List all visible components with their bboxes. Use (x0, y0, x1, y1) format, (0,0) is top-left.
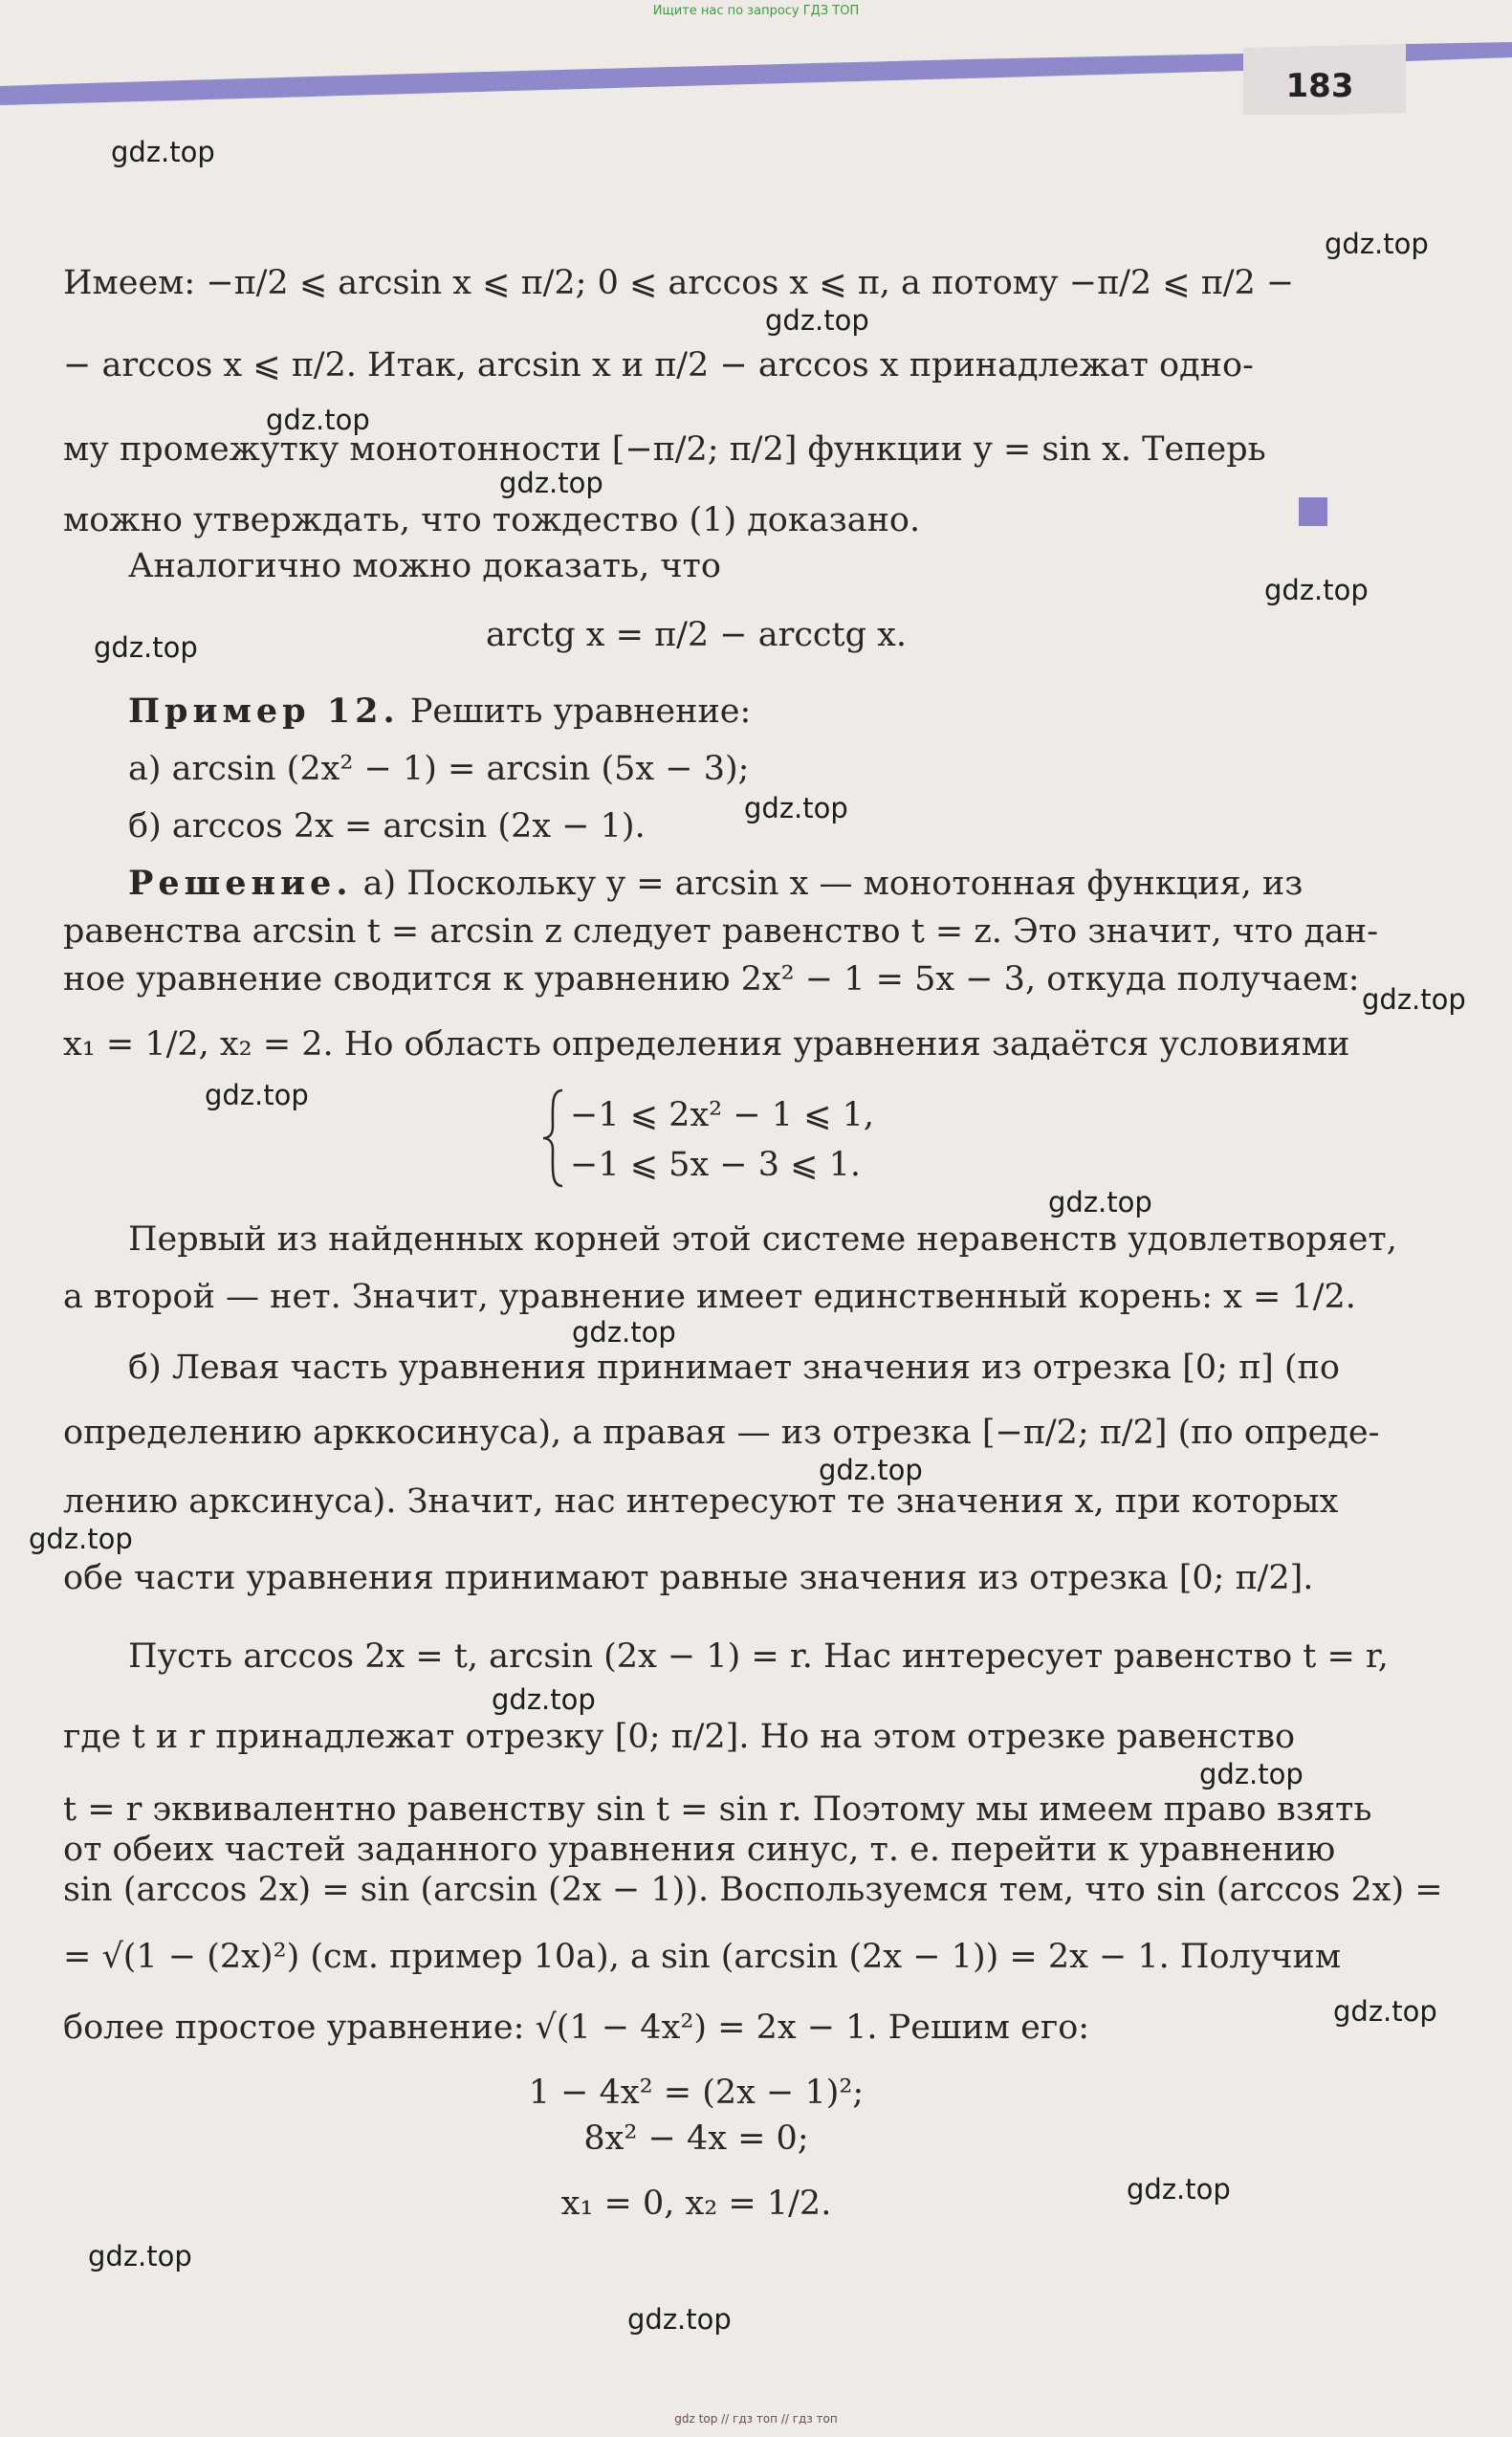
text-line-24: t = r эквивалентно равенству sin t = sin r. Поэтому мы имеем право взять (63, 1790, 1372, 1829)
watermark: gdz.top (499, 467, 603, 499)
solution-text: а) Поскольку y = arcsin x — монотонная функция, из (352, 865, 1304, 903)
solution-label: Решение. (128, 864, 353, 903)
solution-line-1 (128, 863, 1394, 905)
header-note: Ищите нас по запросу ГДЗ ТОП (652, 4, 860, 18)
example-task: Решить уравнение: (399, 692, 752, 731)
watermark: gdz.top (627, 2303, 732, 2336)
proof-end-square (1299, 497, 1327, 526)
watermark: gdz.top (1127, 2173, 1231, 2206)
text-line-12: ное уравнение сводится к уравнению 2x² − 1 = 5x − 3, откуда получаем: (63, 960, 1360, 999)
text-line-17: а второй — нет. Значит, уравнение имеет единственный корень: x = 1/2. (63, 1278, 1356, 1316)
watermark: gdz.top (88, 2240, 192, 2272)
text-line-5: Аналогично можно доказать, что (128, 547, 721, 585)
example-label: Пример 12. (128, 692, 400, 731)
watermark: gdz.top (1333, 1995, 1437, 2028)
task-a: а) arcsin (2x² − 1) = arcsin (5x − 3); (128, 750, 750, 788)
text-line-11: равенства arcsin t = arcsin z следует равенство t = z. Это значит, что дан- (63, 912, 1379, 951)
text-line-2: − arccos x ⩽ π/2. Итак, arcsin x и π/2 − arccos x принадлежат одно- (63, 346, 1254, 384)
text-line-20: лению арксинуса). Значит, нас интересуют те значения x, при которых (63, 1482, 1339, 1521)
watermark: gdz.top (744, 792, 848, 824)
text-line-4: можно утверждать, что тождество (1) доказано. (63, 501, 921, 539)
watermark: gdz.top (205, 1079, 309, 1111)
text-line-23: где t и r принадлежат отрезку [0; π/2]. Но на этом отрезке равенство (63, 1718, 1296, 1756)
equation-2: 8x² − 4x = 0; (583, 2119, 809, 2158)
text-line-16: Первый из найденных корней этой системе неравенств удовлетворяет, (128, 1220, 1397, 1259)
footer-note: gdz top // гдз топ // гдз топ (674, 2412, 838, 2426)
text-line-18: б) Левая часть уравнения принимает значения из отрезка [0; π] (по (128, 1349, 1340, 1387)
system-brace (541, 1088, 566, 1188)
watermark: gdz.top (1199, 1758, 1304, 1790)
equation-3: x₁ = 0, x₂ = 1/2. (560, 2185, 832, 2223)
watermark: gdz.top (1048, 1186, 1152, 1218)
text-line-1: Имеем: −π/2 ⩽ arcsin x ⩽ π/2; 0 ⩽ arccos x ⩽ π, а потому −π/2 ⩽ π/2 − (63, 264, 1295, 302)
text-line-26: sin (arccos 2x) = sin (arcsin (2x − 1)). Воспользуемся тем, что sin (arccos 2x) = (63, 1871, 1443, 1909)
watermark: gdz.top (266, 404, 370, 436)
equation-1: 1 − 4x² = (2x − 1)²; (528, 2074, 865, 2112)
watermark: gdz.top (492, 1683, 596, 1716)
watermark: gdz.top (1264, 574, 1369, 606)
text-line-13: x₁ = 1/2, x₂ = 2. Но область определения уравнения задаётся условиями (63, 1025, 1350, 1064)
task-b: б) arccos 2x = arcsin (2x − 1). (128, 807, 646, 845)
watermark: gdz.top (765, 304, 869, 337)
example-heading (128, 691, 1394, 733)
page-number: 183 (1285, 67, 1354, 105)
watermark: gdz.top (1325, 228, 1429, 260)
text-line-19: определению арккосинуса), а правая — из отрезка [−π/2; π/2] (по опреде- (63, 1414, 1380, 1452)
text-line-21: обе части уравнения принимают равные значения из отрезка [0; π/2]. (63, 1559, 1314, 1597)
formula-arctg: arctg x = π/2 − arcctg x. (485, 616, 907, 654)
watermark: gdz.top (819, 1454, 923, 1486)
text-line-27: = √(1 − (2x)²) (см. пример 10а), а sin (arcsin (2x − 1)) = 2x − 1. Получим (63, 1938, 1342, 1976)
watermark: gdz.top (572, 1316, 676, 1349)
watermark: gdz.top (29, 1523, 133, 1555)
text-line-3: му промежутку монотонности [−π/2; π/2] функции y = sin x. Теперь (63, 430, 1266, 469)
system-row-2: −1 ⩽ 5x − 3 ⩽ 1. (570, 1146, 861, 1184)
text-line-22: Пусть arccos 2x = t, arcsin (2x − 1) = r. Нас интересует равенство t = r, (128, 1637, 1389, 1676)
watermark: gdz.top (94, 631, 198, 664)
text-line-28: более простое уравнение: √(1 − 4x²) = 2x − 1. Решим его: (63, 2009, 1090, 2047)
text-line-25: от обеих частей заданного уравнения синус, т. е. перейти к уравнению (63, 1831, 1336, 1869)
watermark: gdz.top (1362, 983, 1466, 1016)
watermark: gdz.top (111, 136, 215, 168)
system-row-1: −1 ⩽ 2x² − 1 ⩽ 1, (570, 1096, 875, 1134)
